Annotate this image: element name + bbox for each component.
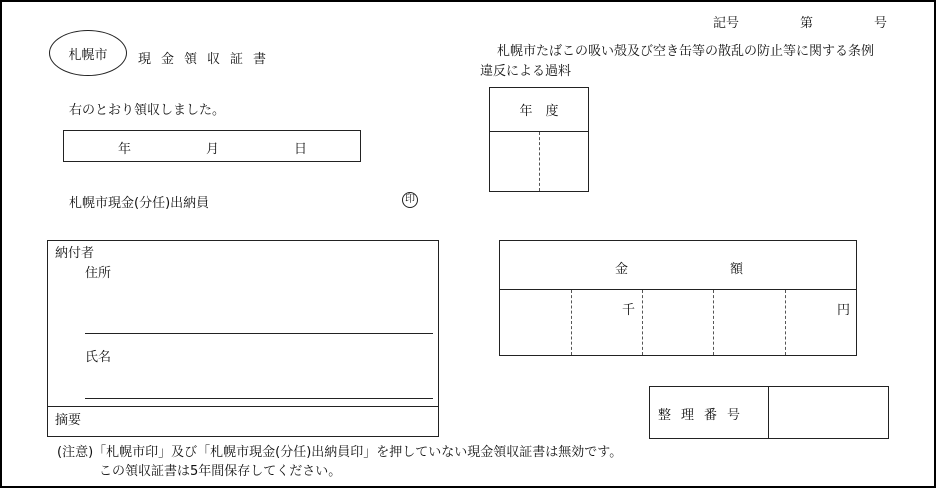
amount-digit-divider bbox=[713, 290, 714, 355]
note-line1: (注意)「札幌市印」及び「札幌市現金(分任)出納員印」を押していない現金領収証書は無効です。 bbox=[57, 445, 623, 460]
amount-digit-divider bbox=[571, 290, 572, 355]
city-oval-label: 札幌市 bbox=[68, 47, 108, 63]
fiscal-year-header: 年 度 bbox=[519, 104, 559, 119]
amount-header-divider bbox=[500, 289, 856, 290]
city-oval bbox=[49, 30, 127, 76]
fiscal-year-dashed-divider bbox=[539, 132, 540, 191]
date-box[interactable] bbox=[63, 130, 361, 162]
name-label: 氏名 bbox=[85, 350, 112, 365]
reference-number-label: 整理番号 bbox=[658, 408, 751, 423]
address-field[interactable] bbox=[85, 333, 433, 334]
record-dai-label: 第 bbox=[800, 16, 814, 31]
document-title: 現金領収証書 bbox=[138, 52, 277, 67]
fiscal-year-box[interactable] bbox=[489, 87, 589, 192]
reference-number-box[interactable] bbox=[649, 386, 889, 439]
amount-digit-divider bbox=[785, 290, 786, 355]
received-statement: 右のとおり領収しました。 bbox=[69, 103, 226, 118]
payer-title: 納付者 bbox=[55, 246, 95, 261]
date-day-label: 日 bbox=[294, 142, 308, 157]
amount-thousand-unit: 千 bbox=[622, 303, 636, 318]
reference-number-divider bbox=[768, 387, 769, 438]
amount-yen-unit: 円 bbox=[837, 303, 851, 318]
note-line2: この領収証書は5年間保存してください。 bbox=[99, 464, 342, 479]
address-label: 住所 bbox=[85, 266, 112, 281]
amount-thousand-divider bbox=[642, 290, 643, 355]
remarks-label: 摘要 bbox=[55, 413, 82, 428]
remarks-divider bbox=[48, 406, 438, 407]
payer-box bbox=[47, 240, 439, 437]
record-go-label: 号 bbox=[874, 16, 888, 31]
ordinance-line2: 違反による過料 bbox=[480, 64, 572, 79]
cashier-label: 札幌市現金(分任)出納員 bbox=[69, 196, 210, 211]
date-month-label: 月 bbox=[206, 142, 220, 157]
amount-header-gaku: 額 bbox=[730, 262, 744, 277]
ordinance-line1: 札幌市たばこの吸い殻及び空き缶等の散乱の防止等に関する条例 bbox=[497, 44, 875, 59]
name-field[interactable] bbox=[85, 398, 433, 399]
date-year-label: 年 bbox=[118, 142, 132, 157]
amount-header-kin: 金 bbox=[615, 262, 629, 277]
seal-char: 印 bbox=[405, 194, 415, 205]
amount-box[interactable] bbox=[499, 240, 857, 356]
record-label: 記号 bbox=[713, 16, 740, 31]
seal-mark bbox=[402, 192, 418, 208]
